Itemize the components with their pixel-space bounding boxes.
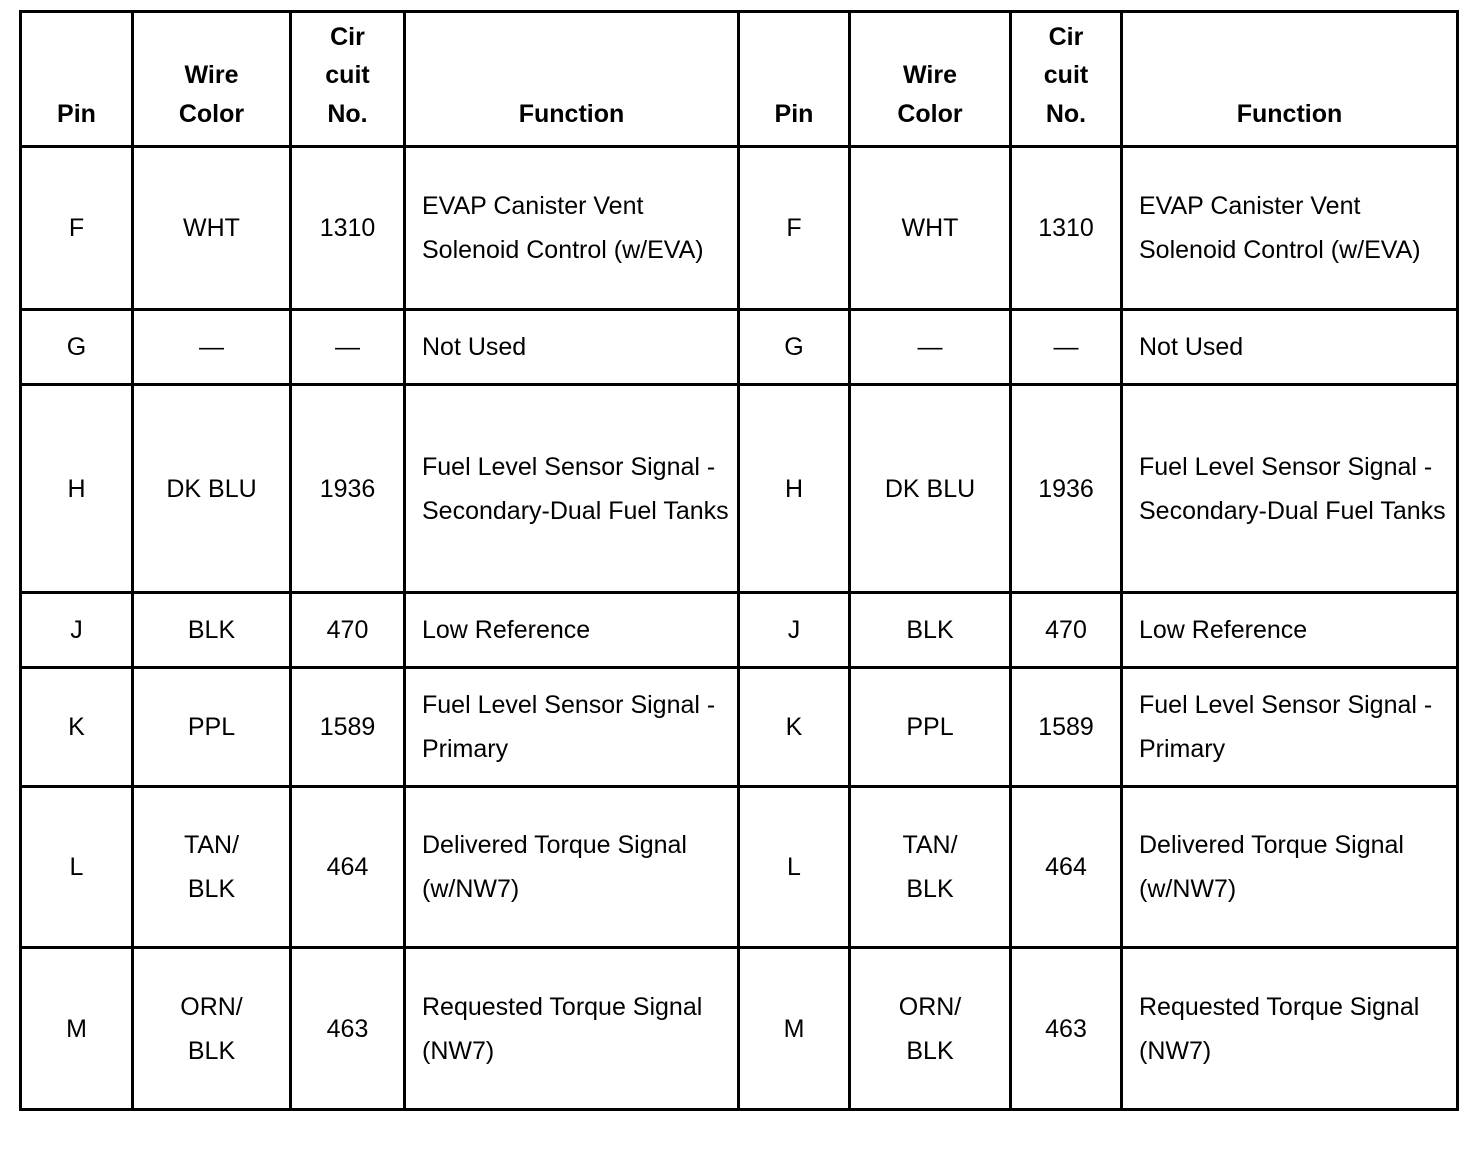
wire-color-cell: WHT [133,147,291,310]
circuit-no-cell: 1310 [291,147,405,310]
pin-cell: G [739,310,850,385]
table-row [21,668,1458,787]
pin-cell: K [21,668,133,787]
wire-color-cell: ORN/BLK [850,948,1011,1110]
function-cell: Delivered Torque Signal (w/NW7) [1122,787,1458,948]
circuit-no-cell: 463 [291,948,405,1110]
pin-cell: M [739,948,850,1110]
pin-cell: J [21,593,133,668]
wire-color-cell: — [133,310,291,385]
pin-cell: L [739,787,850,948]
header-function: Function [1122,12,1458,147]
header-pin: Pin [21,12,133,147]
circuit-no-cell: 470 [291,593,405,668]
wire-color-cell: BLK [133,593,291,668]
function-cell: Low Reference [1122,593,1458,668]
table-row [21,948,1458,1110]
pin-cell: F [739,147,850,310]
function-cell: Requested Torque Signal (NW7) [1122,948,1458,1110]
connector-pinout-table [19,10,1459,1111]
header-wire-color: Wire Color [850,12,1011,147]
function-cell: Requested Torque Signal (NW7) [405,948,739,1110]
circuit-no-cell: 464 [291,787,405,948]
table-row [21,310,1458,385]
function-cell: Fuel Level Sensor Signal - Secondary-Dual Fuel Tanks [405,385,739,593]
function-cell: Fuel Level Sensor Signal - Primary [1122,668,1458,787]
wire-color-cell: PPL [850,668,1011,787]
circuit-no-cell: 464 [1011,787,1122,948]
wire-color-cell: DK BLU [133,385,291,593]
table-row [21,147,1458,310]
circuit-no-cell: 1589 [1011,668,1122,787]
circuit-no-cell: 463 [1011,948,1122,1110]
pin-cell: K [739,668,850,787]
header-pin: Pin [739,12,850,147]
function-cell: Delivered Torque Signal (w/NW7) [405,787,739,948]
wire-color-cell: — [850,310,1011,385]
pin-cell: L [21,787,133,948]
circuit-no-cell: — [291,310,405,385]
function-cell: Not Used [405,310,739,385]
circuit-no-cell: 1589 [291,668,405,787]
function-cell: Fuel Level Sensor Signal - Secondary-Dual Fuel Tanks [1122,385,1458,593]
header-wire-color: Wire Color [133,12,291,147]
pin-cell: F [21,147,133,310]
function-cell: EVAP Canister Vent Solenoid Control (w/EVA) [1122,147,1458,310]
header-circuit-no: Cir cuit No. [291,12,405,147]
pin-cell: G [21,310,133,385]
pin-cell: J [739,593,850,668]
table-row [21,787,1458,948]
wire-color-cell: PPL [133,668,291,787]
pin-cell: M [21,948,133,1110]
pin-cell: H [21,385,133,593]
wire-color-cell: BLK [850,593,1011,668]
circuit-no-cell: 1936 [1011,385,1122,593]
function-cell: Not Used [1122,310,1458,385]
wire-color-cell: TAN/BLK [133,787,291,948]
pin-cell: H [739,385,850,593]
table-row [21,593,1458,668]
function-cell: Low Reference [405,593,739,668]
table-header-row [21,12,1458,147]
function-cell: EVAP Canister Vent Solenoid Control (w/EVA) [405,147,739,310]
wire-color-cell: TAN/BLK [850,787,1011,948]
header-circuit-no: Cir cuit No. [1011,12,1122,147]
table-row [21,385,1458,593]
circuit-no-cell: — [1011,310,1122,385]
wire-color-cell: DK BLU [850,385,1011,593]
circuit-no-cell: 1936 [291,385,405,593]
wire-color-cell: ORN/BLK [133,948,291,1110]
circuit-no-cell: 1310 [1011,147,1122,310]
function-cell: Fuel Level Sensor Signal - Primary [405,668,739,787]
wire-color-cell: WHT [850,147,1011,310]
circuit-no-cell: 470 [1011,593,1122,668]
header-function: Function [405,12,739,147]
